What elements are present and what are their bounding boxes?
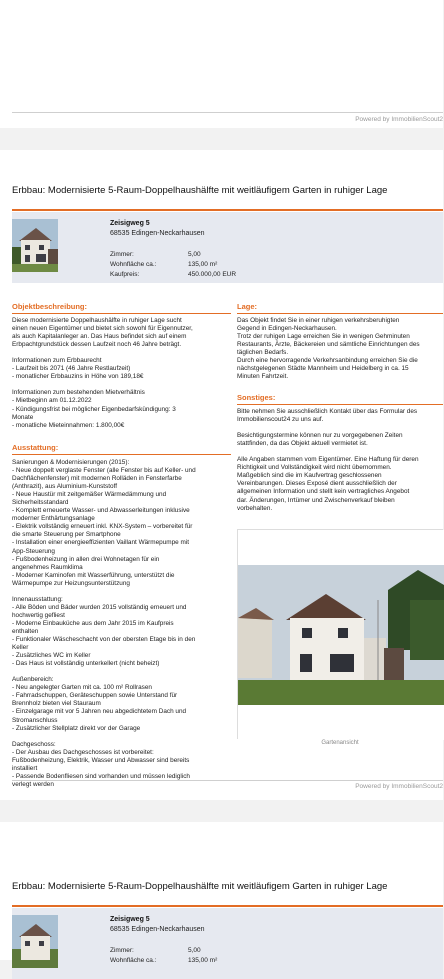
expose-page-next (0, 822, 443, 964)
listing-street: Zeisigweg 5 (110, 220, 150, 227)
section-underline (12, 313, 231, 314)
title-underline (12, 905, 443, 907)
powered-by-text: Powered by ImmobilienScout2 (355, 116, 443, 123)
listing-street: Zeisigweg 5 (110, 916, 150, 923)
garden-view-photo (237, 529, 443, 739)
fact-value: 5,00 (188, 251, 201, 258)
listing-title: Erbbau: Modernisierte 5-Raum-Doppelhaushälfte mit weitläufigem Garten in ruhiger Lage (12, 881, 388, 892)
powered-by-text: Powered by ImmobilienScout2 (355, 783, 443, 790)
fact-value: 135,00 m² (188, 957, 218, 964)
section-underline (12, 454, 231, 455)
listing-summary-box (12, 212, 443, 283)
section-underline (237, 404, 443, 405)
listing-title: Erbbau: Modernisierte 5-Raum-Doppelhaushälfte mit weitläufigem Garten in ruhiger Lage (12, 185, 388, 196)
fact-label: Zimmer: (110, 947, 134, 954)
section-underline (237, 313, 443, 314)
title-underline (12, 209, 443, 211)
sonstiges-text: Bitte nehmen Sie ausschließlich Kontakt über das Formular des Immobilienscout24 zu uns auf. Besichtigungstermine können nur zu vorgegebenen Zeiten stattfinden, da das Objekt aktuell vermietet ist. Alle Angaben stammen vom Eigentümer. Eine Haftung für deren Richtigkeit und Vollständigkeit wird nicht übernommen. Maßgeblich sind die im Kaufvertrag geschlossenen Vereinbarungen. Dieses Exposé dient ausschließlich der allgemeinen Information und stellt kein vertragliches Angebot dar. Änderungen, Irrtümer und Zwischenverkauf bleiben vorbehalten. (237, 408, 419, 512)
footer-rule (12, 780, 443, 781)
lage-text: Das Objekt findet Sie in einer ruhigen verkehrsberuhigten Gegend in Edingen-Neckarhausen. Trotz der ruhigen Lage erreichen Sie in wenigen Gehminuten Restaurants, Ärzte, Bäckereien und sämtliche Einrichtungen des täglichen Bedarfs. Durch eine hervorragende Verkehrsanbindung erreichen Sie die nächstgelegenen Städte Mannheim und Heidelberg in ca. 15 Minuten Fahrtzeit. (237, 317, 420, 381)
fact-value: 135,00 m² (188, 261, 218, 268)
expose-page (0, 150, 443, 800)
objektbeschreibung-text: Diese modernisierte Doppelhaushälfte in ruhiger Lage sucht einen neuen Eigentümer und bietet sich sowohl für Eigennutzer, als auch Kapitalanleger an. Das Haus befindet sich auf einem Erbpachtgrundstück dessen Laufzeit noch 46 Jahre beträgt. Informationen zum Erbbaurecht - Laufzeit bis 2071 (46 Jahre Restlaufzeit) - monatlicher Erbbauzins in Höhe von 189,18€ Informationen zum bestehenden Mietverhältnis - Mietbeginn am 01.12.2022 - Kündigungsfrist bei möglicher Eigenbedarfskündigung: 3 Monate - monatliche Mieteinnahmen: 1.800,00€ (12, 317, 193, 429)
expose-page-previous (0, 0, 443, 128)
listing-city: 68535 Edingen-Neckarhausen (110, 230, 205, 237)
ausstattung-text: Sanierungen & Modernisierungen (2015): - Neue doppelt verglaste Fenster (alle Fenster bis auf Keller- und Dachflächenfenster) mit modernen Rolläden in Fensterfarbe (Anthrazit), aus Aluminium-Kunststoff - Neue Haustür mit zeitgemäßer Wärmedämmung und Sicherheitsstandard - Komplett erneuerte Wasser- und Abwasserleitungen inklusive moderner Enthärtungsanlage - Elektrik vollständig erneuert inkl. KNX-System – vorbereitet für die smarte Steuerung per Smartphone - Installation einer energieeffizienten Vaillant Wärmepumpe mit App-Steuerung - Fußbodenheizung in allen drei Wohnetagen für ein angenehmes Raumklima - Moderner Kaminofen mit Wasserführung, unterstützt die Wärmepumpe zur Heizungsunterstützung Innenausstattung: - Alle Böden und Bäder wurden 2015 vollständig erneuert und hochwertig gefliest - Moderne Einbauküche aus dem Jahr 2015 im Kaufpreis enthalten - Funktionaler Wäscheschacht von der obersten Etage bis in den Keller - Zusätzliches WC im Keller - Das Haus ist vollständig unterkellert (nicht beheizt) Außenbereich: - Neu angelegter Garten mit ca. 100 m² Rollrasen - Fahrradschuppen, Geräteschuppen sowie Unterstand für Brennholz bieten viel Stauraum - Einzelgarage mit vor 5 Jahren neu abgedichtetem Dach und Stromanschluss - Zusätzlicher Stellplatz direkt vor der Garage Dachgeschoss: - Der Ausbau des Dachgeschosses ist vorbereitet: Fußbodenheizung, Elektrik, Wasser und Abwasser sind bereits installiert - Passende Bodenfliesen sind vorhanden und müssen lediglich verlegt werden (12, 459, 196, 788)
house-thumbnail (12, 915, 58, 968)
photo-caption: Gartenansicht (321, 740, 359, 746)
house-thumbnail (12, 219, 58, 272)
fact-label: Kaufpreis: (110, 271, 140, 278)
lage-heading: Lage: (237, 302, 258, 311)
sonstiges-heading: Sonstiges: (237, 393, 276, 402)
listing-city: 68535 Edingen-Neckarhausen (110, 926, 205, 933)
fact-label: Wohnfläche ca.: (110, 957, 157, 964)
objektbeschreibung-heading: Objektbeschreibung: (12, 302, 88, 311)
fact-label: Zimmer: (110, 251, 134, 258)
fact-value: 450.000,00 EUR (188, 271, 237, 278)
footer-rule (12, 112, 443, 113)
ausstattung-heading: Ausstattung: (12, 443, 59, 452)
fact-label: Wohnfläche ca.: (110, 261, 157, 268)
listing-summary-box (12, 908, 443, 979)
fact-value: 5,00 (188, 947, 201, 954)
